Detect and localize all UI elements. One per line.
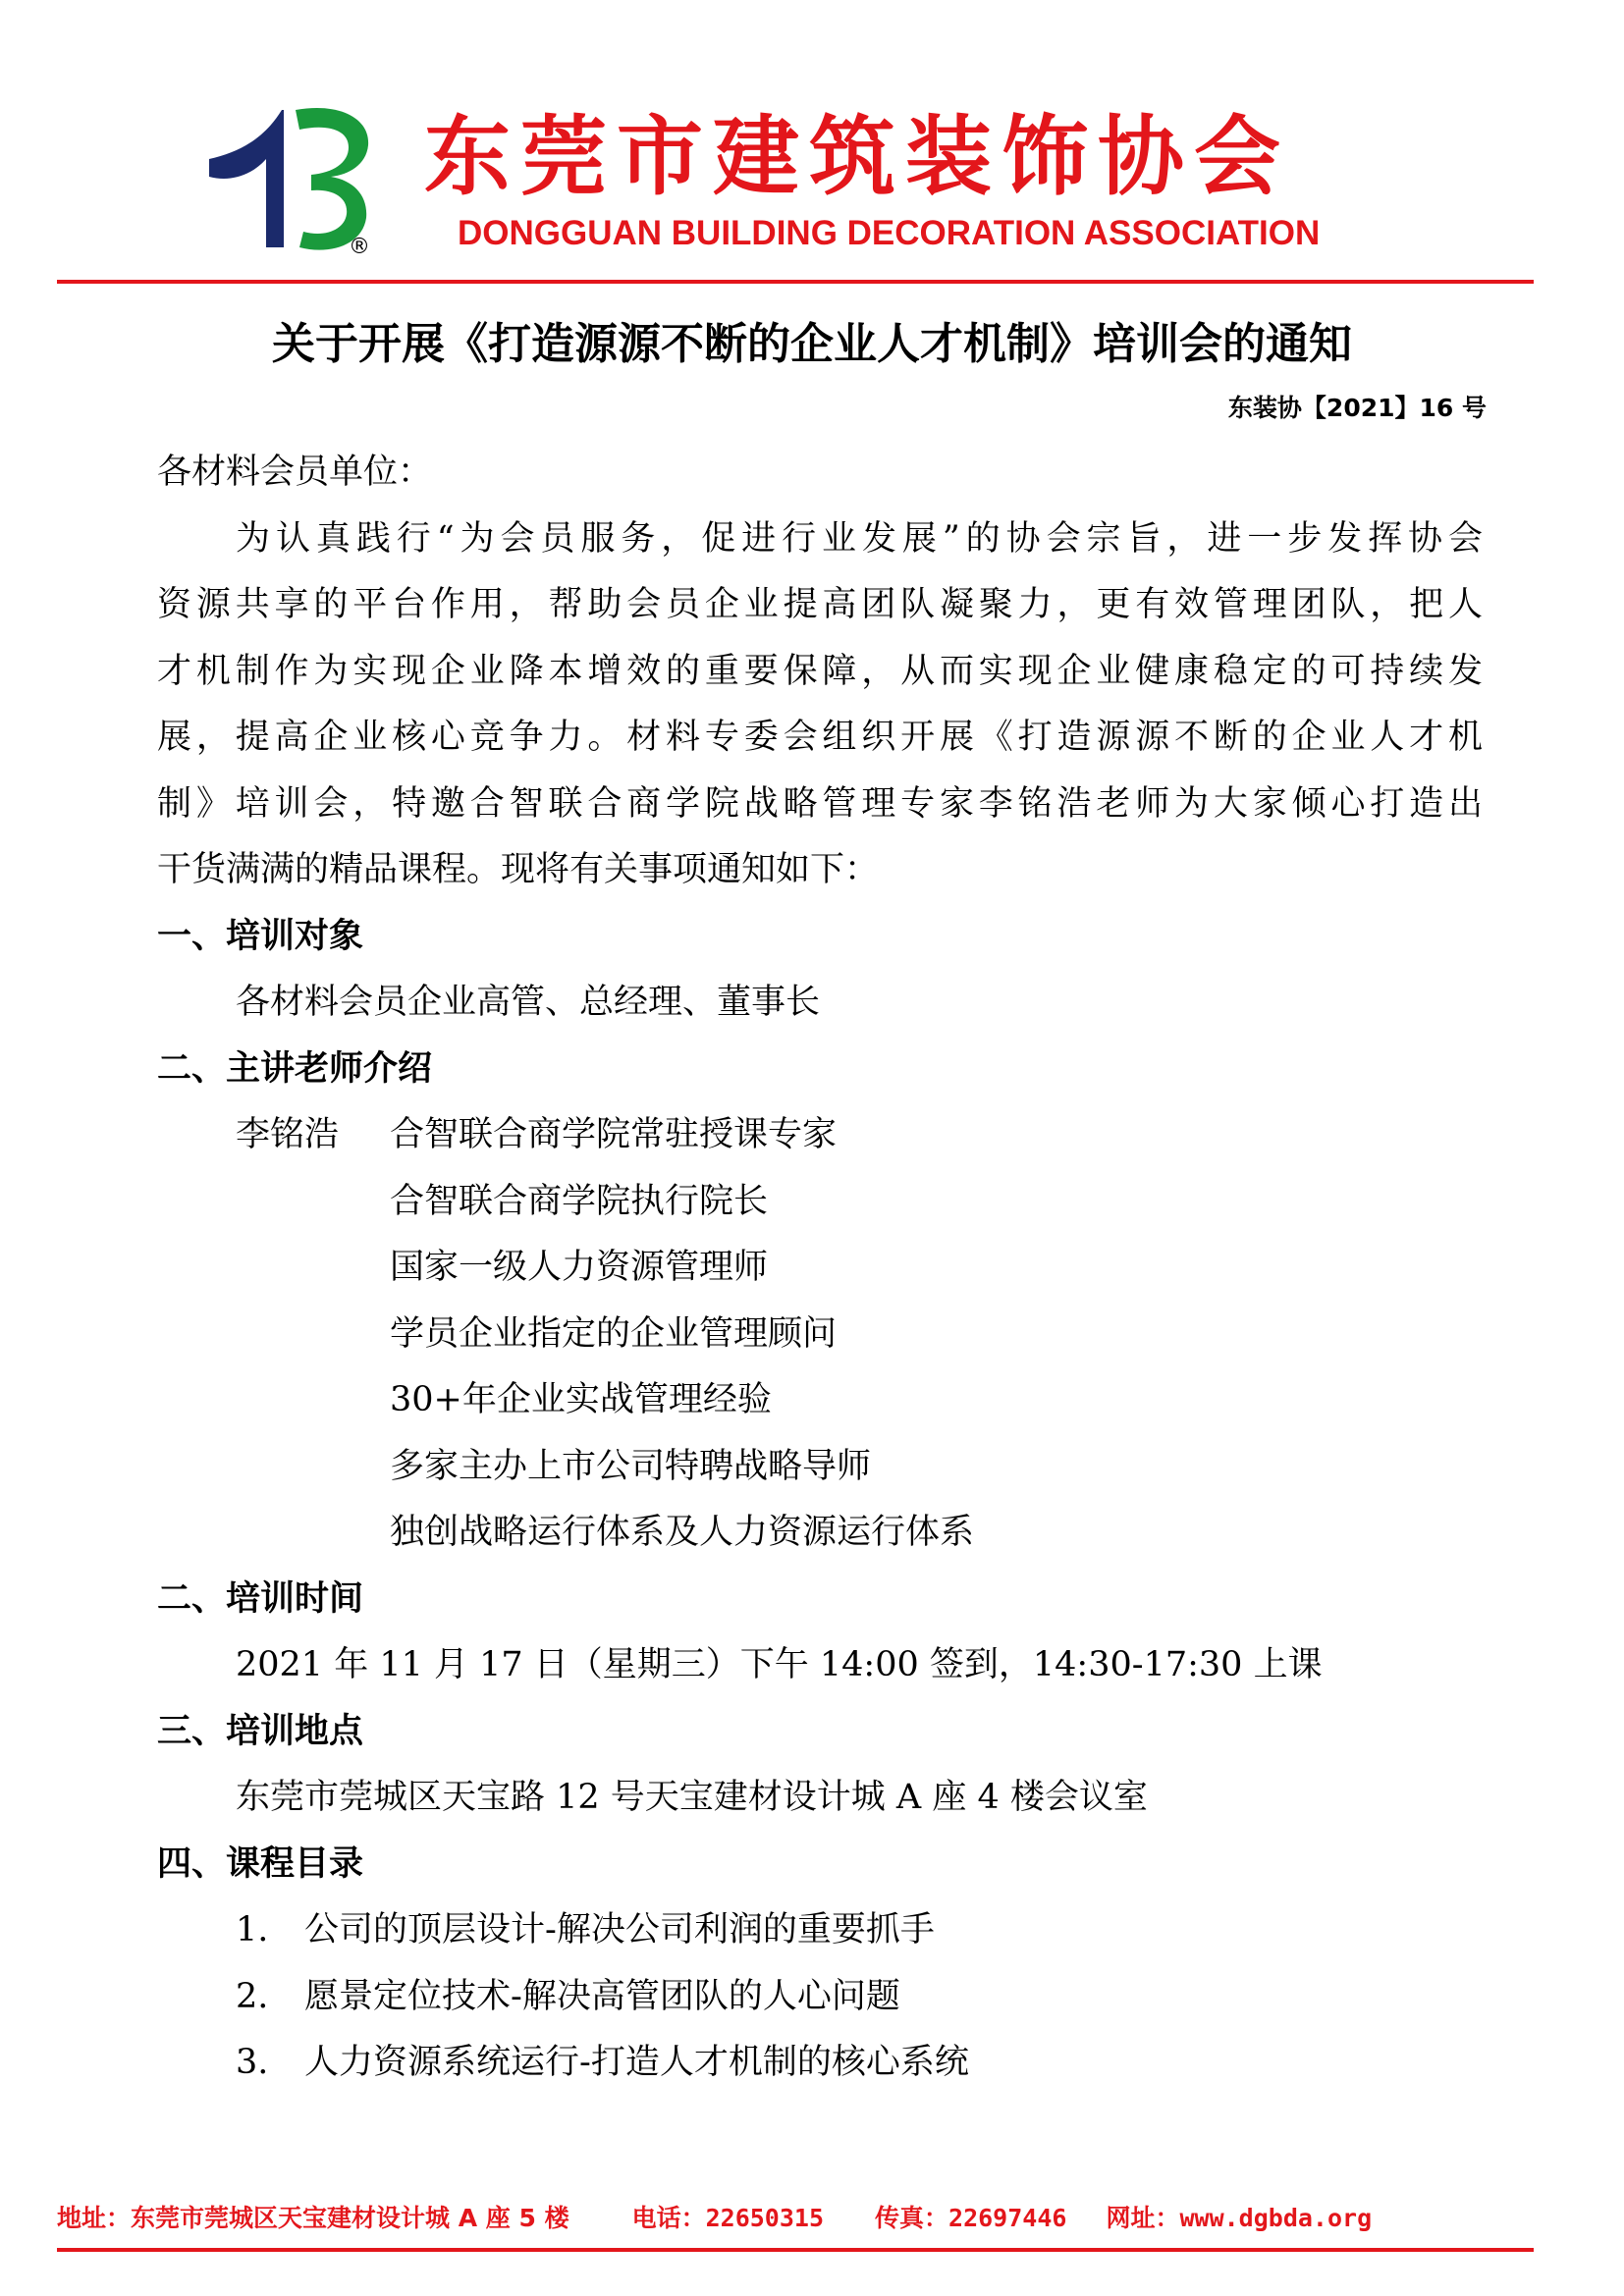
lecturer-title: 合智联合商学院执行院长	[390, 1181, 769, 1221]
course-number: 1.	[236, 1910, 269, 1949]
course-item	[157, 1897, 1483, 1964]
registered-mark: ®	[349, 235, 370, 255]
footer-phone	[632, 2199, 824, 2238]
section-heading-lecturer: 二、主讲老师介绍	[157, 1048, 433, 1089]
lecturer-name: 李铭浩	[236, 1115, 340, 1154]
salutation: 各材料会员单位：	[157, 453, 433, 492]
intro-line: 为认真践行“为会员服务，促进行业发展”的协会宗旨，进一步发挥协会	[236, 518, 1483, 559]
lecturer-title: 多家主办上市公司特聘战略导师	[390, 1446, 872, 1486]
document-number: 东装协【2021】16 号	[1227, 394, 1487, 422]
course-text: 人力资源系统运行-打造人才机制的核心系统	[304, 2043, 969, 2082]
location-content: 东莞市莞城区天宝路 12 号天宝建材设计城 A 座 4 楼会议室	[236, 1778, 1148, 1817]
course-item	[157, 2030, 1483, 2097]
lecturer-title: 国家一级人力资源管理师	[390, 1248, 769, 1287]
lecturer-title: 独创战略运行体系及人力资源运行体系	[390, 1513, 975, 1552]
footer-address-label: 地址：	[57, 2204, 132, 2232]
letterhead-footer	[57, 2199, 1534, 2238]
time-content: 2021 年 11 月 17 日（星期三）下午 14:00 签到，14:30-17:30 上课	[236, 1645, 1323, 1684]
course-item	[157, 1964, 1483, 2031]
association-name-cn: 东莞市建筑装饰协会	[424, 106, 1291, 207]
audience-content: 各材料会员企业高管、总经理、董事长	[236, 983, 821, 1022]
intro-line: 才机制作为实现企业降本增效的重要保障，从而实现企业健康稳定的可持续发	[157, 651, 1483, 691]
intro-line: 干货满满的精品课程。现将有关事项通知如下：	[157, 850, 880, 889]
association-name-en: DONGGUAN BUILDING DECORATION ASSOCIATION	[458, 214, 1321, 252]
footer-website-label: 网址：	[1106, 2204, 1180, 2232]
lecturer-title: 学员企业指定的企业管理顾问	[390, 1313, 838, 1354]
document-title: 关于开展《打造源源不断的企业人才机制》培训会的通知	[272, 319, 1352, 369]
section-heading-courses: 四、课程目录	[157, 1843, 364, 1884]
logo-navy-stroke	[209, 110, 284, 247]
footer-fax-value: 22697446	[948, 2204, 1067, 2232]
footer-address-value: 东莞市莞城区天宝建材设计城 A 座 5 楼	[131, 2204, 569, 2232]
footer-website	[1106, 2199, 1372, 2238]
header-divider	[57, 280, 1534, 284]
footer-fax-label: 传真：	[875, 2204, 949, 2232]
intro-line: 资源共享的平台作用，帮助会员企业提高团队凝聚力，更有效管理团队，把人	[157, 585, 1483, 624]
association-logo	[201, 98, 378, 255]
footer-address	[57, 2199, 569, 2238]
course-text: 愿景定位技术-解决高管团队的人心问题	[304, 1976, 900, 2016]
course-text: 公司的顶层设计-解决公司利润的重要抓手	[304, 1910, 935, 1949]
section-heading-audience: 一、培训对象	[157, 916, 364, 956]
document-body	[157, 440, 1483, 2097]
intro-line: 展，提高企业核心竞争力。材料专委会组织开展《打造源源不断的企业人才机	[157, 718, 1483, 757]
footer-website-value: www.dgbda.org	[1179, 2204, 1373, 2232]
section-heading-time: 二、培训时间	[157, 1578, 364, 1619]
intro-line: 制》培训会，特邀合智联合商学院战略管理专家李铭浩老师为大家倾心打造出	[157, 783, 1483, 824]
lecturer-title: 合智联合商学院常驻授课专家	[390, 1115, 838, 1154]
lecturer-title: 30+年企业实战管理经验	[390, 1380, 772, 1419]
section-heading-location: 三、培训地点	[157, 1711, 364, 1751]
intro-paragraph	[157, 507, 1483, 904]
logo-green-stroke	[296, 108, 368, 250]
footer-fax	[875, 2199, 1066, 2238]
footer-divider	[57, 2248, 1534, 2252]
lecturer-first-line	[157, 1102, 1483, 1169]
footer-phone-value: 22650315	[705, 2204, 825, 2232]
footer-phone-label: 电话：	[631, 2204, 706, 2232]
course-number: 2.	[236, 1976, 269, 2016]
course-number: 3.	[236, 2043, 269, 2082]
